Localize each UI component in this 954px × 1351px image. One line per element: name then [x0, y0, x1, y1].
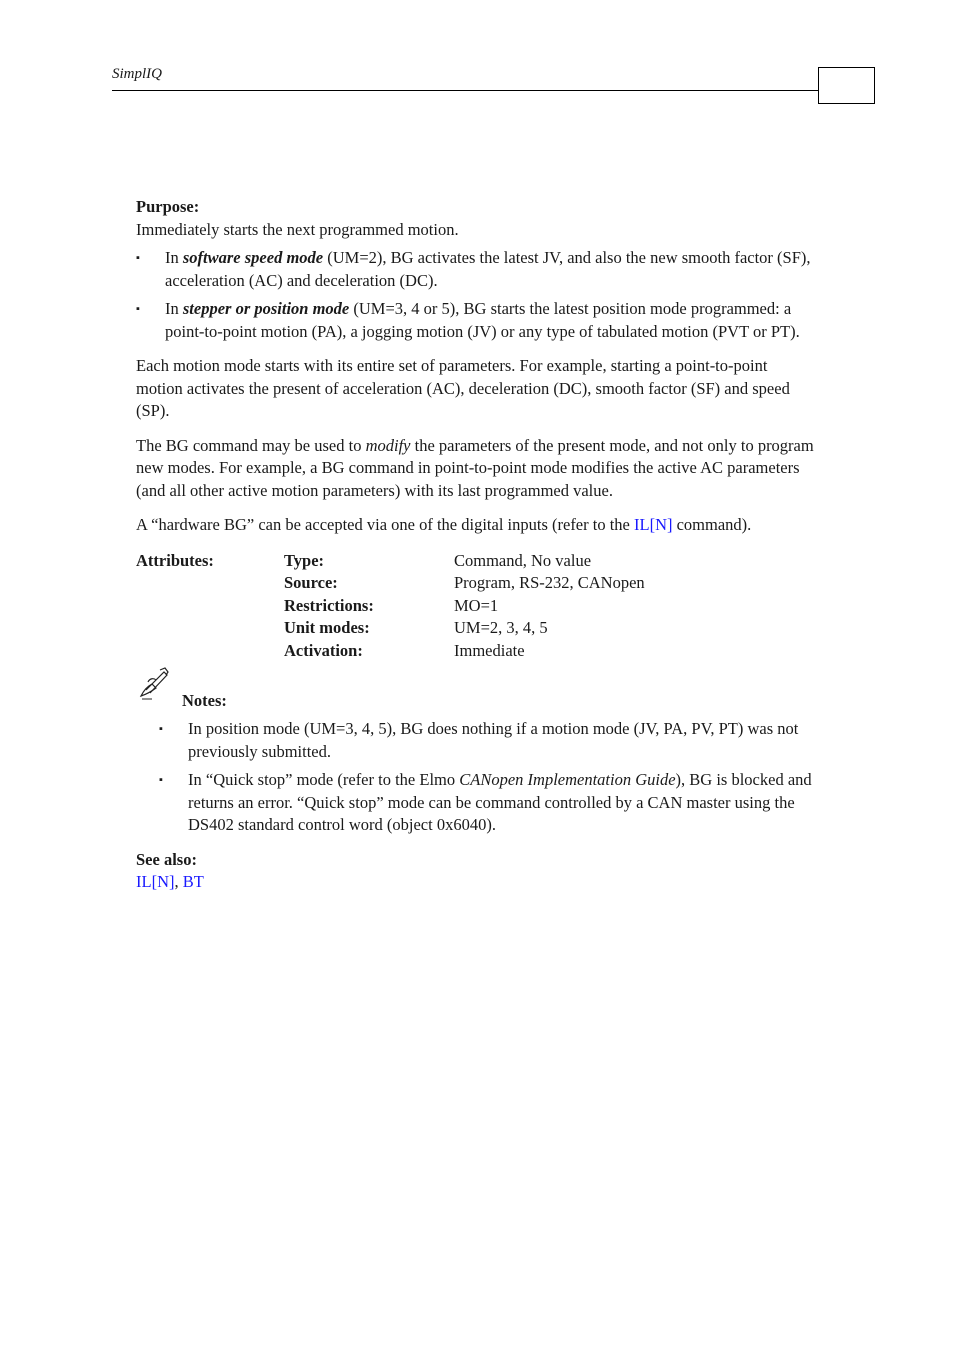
text-run: A “hardware BG” can be accepted via one of the digital inputs (refer to the [136, 515, 634, 534]
see-also-links [136, 871, 816, 894]
text-run: The BG command may be used to [136, 435, 366, 455]
attribute-value: Program, RS-232, CANopen [454, 573, 645, 592]
main-content [136, 196, 816, 894]
attribute-value: MO=1 [454, 595, 499, 615]
list-item [136, 247, 816, 292]
text-run: command). [672, 515, 752, 534]
bullet-icon: ▪ [136, 303, 140, 315]
attribute-key: Source: [284, 573, 338, 592]
list-item [159, 718, 816, 763]
purpose-bullet-list [136, 247, 816, 343]
attributes-table [136, 550, 816, 663]
note-text: ), BG is blocked and returns an error. “Quick stop” mode can be command controlled by a CAN master using the DS402 standard control word (object 0x6040). [188, 770, 812, 834]
attribute-value: UM=2, 3, 4, 5 [454, 618, 548, 637]
link-separator: , [174, 872, 183, 891]
purpose-summary: Immediately starts the next programmed motion. [136, 219, 459, 239]
attributes-label: Attributes: [136, 550, 214, 570]
bullet-text-rest: (UM=2), BG activates the latest JV, and also the new smooth factor (SF), acceleration (AC) and deceleration (DC). [165, 248, 811, 290]
notes-list [159, 718, 816, 837]
note-text: In position mode (UM=3, 4, 5), BG does nothing if a motion mode (JV, PA, PV, PT) was not previously submitted. [188, 719, 799, 761]
link-bt[interactable]: BT [182, 872, 204, 891]
emphasis-guide-title: CANopen Implementation Guide [459, 770, 676, 789]
see-also-heading: See also: [136, 849, 197, 869]
list-item [159, 769, 816, 837]
bullet-text-rest: (UM=3, 4 or 5), BG starts the latest position mode programmed: a point-to-point motion (PA), a jogging motion (JV) or any type of tabulated motion (PVT or PT). [165, 299, 800, 341]
attribute-key: Unit modes: [284, 618, 370, 637]
attribute-key: Activation: [284, 640, 363, 660]
bullet-text-lead: In [165, 248, 183, 267]
attribute-key: Restrictions: [284, 595, 374, 615]
note-text: In “Quick stop” mode (refer to the Elmo [188, 770, 460, 789]
text-run: the parameters of the present mode, and not only to program new modes. For example, a BG command in point-to-point mode modifies the active AC parameters (and all other active motion parameters) with its last programmed value. [136, 435, 814, 500]
notes-label: Notes: [182, 691, 227, 710]
header-rule [112, 90, 819, 91]
link-il-n[interactable]: IL[N] [634, 515, 673, 534]
note-hand-pen-icon [138, 666, 170, 700]
purpose-heading: Purpose: [136, 197, 200, 216]
attribute-key: Type: [284, 550, 325, 570]
bullet-term: software speed mode [182, 248, 324, 267]
emphasis-modify: modify [365, 435, 411, 455]
paragraph-hardware-bg [136, 514, 816, 537]
bullet-icon: ▪ [159, 774, 163, 786]
bullet-icon: ▪ [136, 252, 140, 264]
running-header-title: SimplIQ [112, 66, 162, 82]
bullet-icon: ▪ [159, 723, 163, 735]
notes-heading [136, 688, 816, 710]
paragraph-motion-mode: Each motion mode starts with its entire set of parameters. For example, starting a point-to-point motion activates the present of acceleration (AC), deceleration (DC), smooth factor (SF) and speed (SP). [136, 356, 790, 420]
attribute-value: Command, No value [454, 550, 592, 570]
bullet-text-lead: In [165, 299, 183, 318]
page-number-box [818, 67, 875, 104]
attribute-value: Immediate [454, 640, 525, 660]
paragraph-bg-modify [136, 435, 816, 503]
list-item [136, 298, 816, 343]
link-il-n-see-also[interactable]: IL[N] [136, 872, 175, 891]
bullet-term: stepper or position mode [182, 299, 350, 318]
